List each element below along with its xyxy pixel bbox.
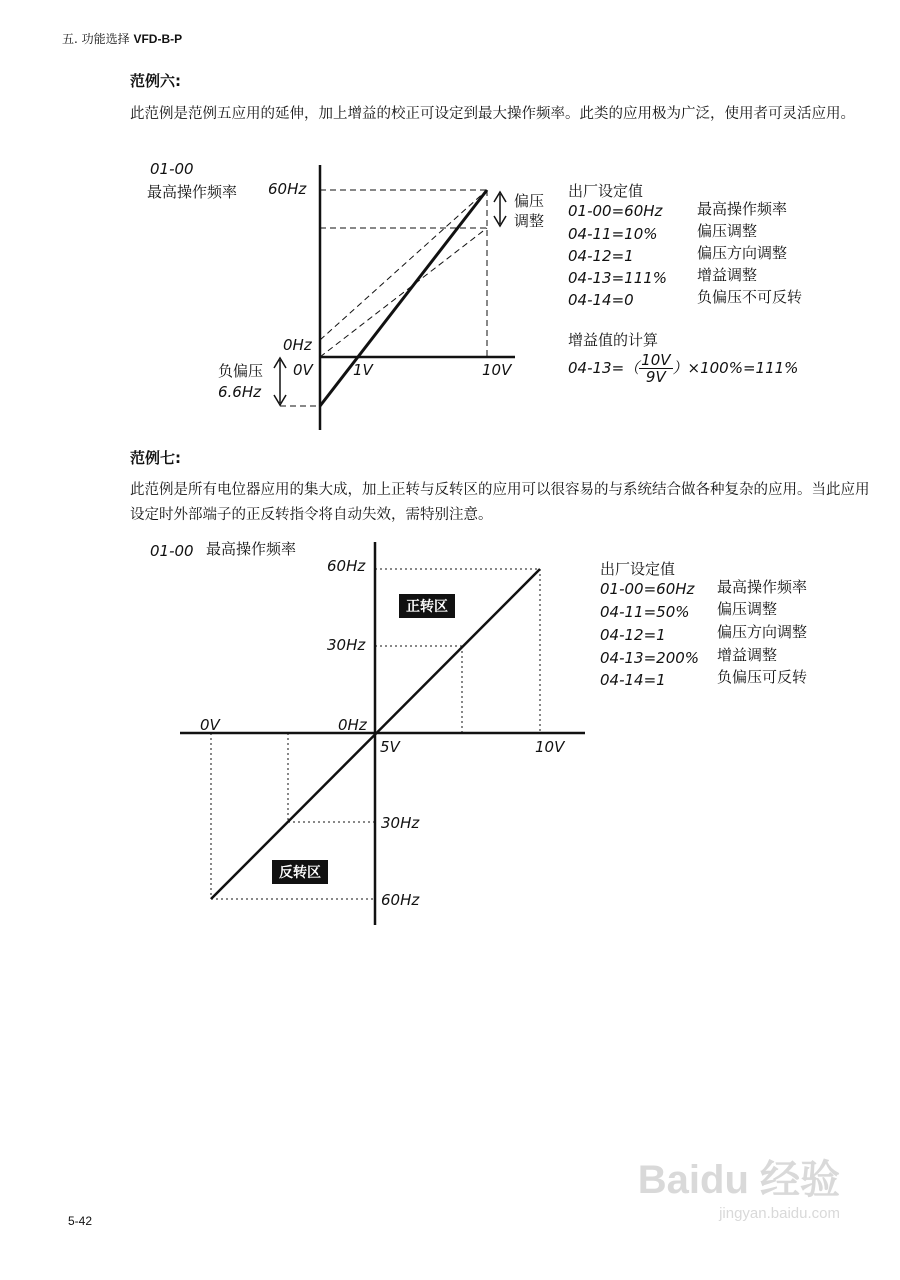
fig7-x0: 0V — [200, 716, 220, 734]
ex7-setting-name: 增益调整 — [717, 646, 778, 664]
gain-denominator: 9V — [645, 368, 666, 386]
gain-rhs: ）×100%=111% — [672, 359, 799, 377]
fig7-y60: 60Hz — [327, 557, 366, 575]
ex6-setting-name: 负偏压不可反转 — [697, 288, 803, 306]
fig6-x0: 0V — [293, 361, 313, 379]
fig6-bias-adjust-2: 调整 — [514, 212, 545, 230]
watermark-brand: Baidu 经验 — [637, 1158, 840, 1202]
fig7-y0: 0Hz — [338, 716, 367, 734]
dashed-bias-line — [320, 190, 487, 340]
gain-lhs: 04-13=（ — [568, 359, 640, 377]
fig6-y0: 0Hz — [283, 336, 312, 354]
fig7-y30: 30Hz — [327, 636, 366, 654]
ex7-setting-name: 最高操作频率 — [717, 578, 808, 596]
ex6-gain-title: 增益值的计算 — [568, 331, 659, 349]
fig6-neg-bias: 负偏压 — [218, 362, 264, 380]
gain-numerator: 10V — [641, 351, 671, 369]
fig7-yneg60: 60Hz — [381, 891, 420, 909]
ex6-setting-name: 最高操作频率 — [697, 200, 788, 218]
fig6-x1: 1V — [353, 361, 373, 379]
ex6-gain-formula — [568, 352, 798, 385]
ex6-setting-code: 04-12=1 — [568, 247, 634, 265]
example7-title: 范例七: — [130, 449, 181, 467]
example6-description: 此范例是范例五应用的延伸，加上增益的校正可设定到最大操作频率。此类的应用极为广泛，使用者可灵活应用。 — [130, 106, 855, 122]
page-number: 5-42 — [68, 1214, 93, 1228]
ex6-setting-code: 04-13=111% — [568, 269, 668, 287]
fig7-x10: 10V — [535, 738, 565, 756]
fig7-param-code: 01-00 — [150, 542, 194, 560]
ex7-setting-code: 04-14=1 — [600, 671, 666, 689]
fig6-x10: 10V — [482, 361, 512, 379]
ex7-setting-name: 偏压调整 — [717, 600, 778, 618]
gain-fraction — [639, 352, 672, 385]
watermark-url: jingyan.baidu.com — [719, 1205, 840, 1222]
forward-zone-label: 正转区 — [399, 594, 455, 618]
ex7-setting-name: 负偏压可反转 — [717, 668, 808, 686]
fig6-bias-adjust-1: 偏压 — [514, 192, 545, 210]
fig6-param-name: 最高操作频率 — [147, 183, 238, 201]
dashed-original-line — [320, 228, 487, 357]
fig7-yneg30: 30Hz — [381, 814, 420, 832]
reverse-zone-label: 反转区 — [272, 860, 328, 884]
ex7-setting-code: 04-12=1 — [600, 626, 666, 644]
header-model: VFD-B-P — [133, 32, 183, 46]
frequency-line — [320, 190, 487, 406]
ex6-setting-code: 04-11=10% — [568, 225, 658, 243]
ex6-setting-name: 偏压调整 — [697, 222, 758, 240]
ex7-setting-code: 04-11=50% — [600, 603, 690, 621]
ex7-settings-title: 出厂设定值 — [600, 560, 676, 578]
example6-title: 范例六: — [130, 72, 181, 90]
ex6-setting-code: 01-00=60Hz — [568, 202, 663, 220]
ex7-setting-code: 04-13=200% — [600, 649, 700, 667]
ex7-setting-code: 01-00=60Hz — [600, 580, 695, 598]
example7-description: 此范例是所有电位器应用的集大成，加上正转与反转区的应用可以很容易的与系统结合做各种复杂的应用。当此应用设定时外部端子的正反转指令将自动失效，需特别注意。 — [130, 482, 870, 523]
header-section: 五. 功能选择 — [62, 32, 130, 46]
fig6-neg-bias-val: 6.6Hz — [218, 383, 262, 401]
ex6-setting-name: 增益调整 — [697, 266, 758, 284]
watermark — [638, 1148, 840, 1222]
fig7-x5: 5V — [380, 738, 400, 756]
fig6-y60: 60Hz — [268, 180, 307, 198]
ex7-setting-name: 偏压方向调整 — [717, 623, 808, 641]
fig6-param-code: 01-00 — [150, 160, 194, 178]
fig7-param-name: 最高操作频率 — [206, 540, 297, 558]
ex6-setting-name: 偏压方向调整 — [697, 244, 788, 262]
ex6-setting-code: 04-14=0 — [568, 291, 634, 309]
ex6-settings-title: 出厂设定值 — [568, 182, 644, 200]
page-header — [62, 30, 182, 47]
